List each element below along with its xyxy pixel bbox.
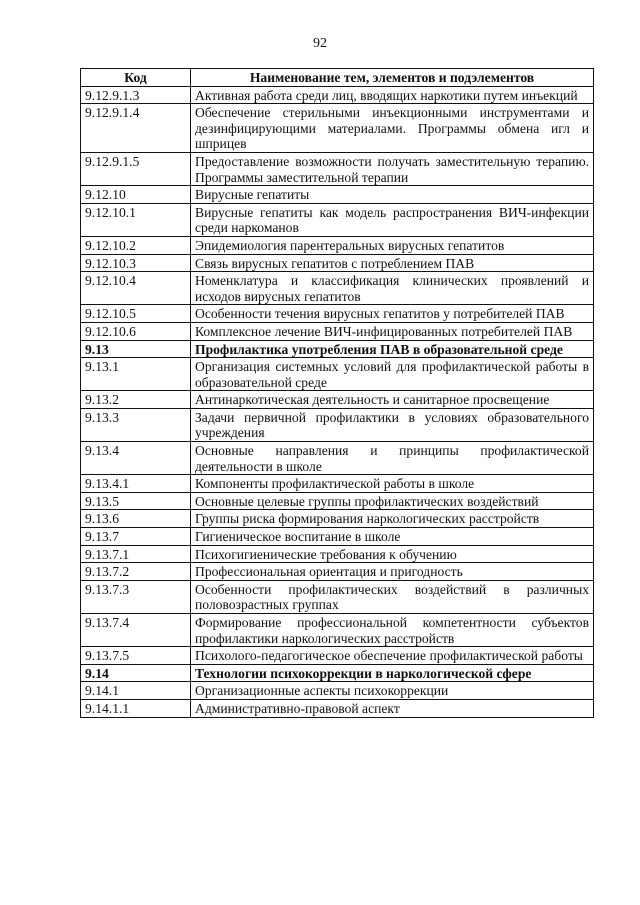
table-row — [81, 358, 594, 391]
row-code: 9.13 — [81, 340, 191, 358]
table-row — [81, 580, 594, 613]
row-code: 9.13.7.5 — [81, 647, 191, 665]
row-code: 9.12.10.3 — [81, 254, 191, 272]
row-code: 9.13.2 — [81, 391, 191, 409]
table-row — [81, 254, 594, 272]
curriculum-table — [80, 68, 594, 718]
table-row — [81, 186, 594, 204]
table-row — [81, 86, 594, 104]
table-row — [81, 322, 594, 340]
row-code: 9.12.10 — [81, 186, 191, 204]
row-code: 9.12.10.6 — [81, 322, 191, 340]
table-row — [81, 664, 594, 682]
row-code: 9.12.9.1.4 — [81, 104, 191, 153]
table-row — [81, 647, 594, 665]
row-name: Активная работа среди лиц, вводящих наркотики путем инъекций — [191, 86, 594, 104]
row-code: 9.14.1 — [81, 682, 191, 700]
row-code: 9.13.7.1 — [81, 545, 191, 563]
table-row — [81, 699, 594, 717]
header-name: Наименование тем, элементов и подэлементов — [191, 69, 594, 87]
row-code: 9.13.7.2 — [81, 563, 191, 581]
row-name: Задачи первичной профилактики в условиях образовательного учреждения — [191, 408, 594, 441]
row-code: 9.12.10.1 — [81, 203, 191, 236]
header-code: Код — [81, 69, 191, 87]
table-row — [81, 203, 594, 236]
row-code: 9.12.10.4 — [81, 272, 191, 305]
table-row — [81, 682, 594, 700]
table-row — [81, 236, 594, 254]
row-name: Особенности профилактических воздействий в различных половозрастных группах — [191, 580, 594, 613]
row-code: 9.14 — [81, 664, 191, 682]
row-name: Административно-правовой аспект — [191, 699, 594, 717]
row-name: Обеспечение стерильными инъекционными инструментами и дезинфицирующими материалами. Программы обмена игл и шприцев — [191, 104, 594, 153]
table-row — [81, 510, 594, 528]
row-name: Связь вирусных гепатитов с потреблением ПАВ — [191, 254, 594, 272]
row-name: Основные целевые группы профилактических воздействий — [191, 492, 594, 510]
row-code: 9.12.10.2 — [81, 236, 191, 254]
row-name: Вирусные гепатиты — [191, 186, 594, 204]
row-name: Эпидемиология парентеральных вирусных гепатитов — [191, 236, 594, 254]
row-code: 9.13.7.4 — [81, 614, 191, 647]
table-row — [81, 340, 594, 358]
row-name: Организационные аспекты психокоррекции — [191, 682, 594, 700]
table-row — [81, 563, 594, 581]
page-number: 92 — [313, 36, 327, 51]
table-row — [81, 475, 594, 493]
row-code: 9.12.10.5 — [81, 305, 191, 323]
table-row — [81, 545, 594, 563]
row-code: 9.13.7.3 — [81, 580, 191, 613]
table-row — [81, 152, 594, 185]
table-header-row — [81, 69, 594, 87]
row-name: Организация системных условий для профилактической работы в образовательной среде — [191, 358, 594, 391]
row-name: Профессиональная ориентация и пригодность — [191, 563, 594, 581]
row-name: Предоставление возможности получать заместительную терапию. Программы заместительной терапии — [191, 152, 594, 185]
table-row — [81, 391, 594, 409]
table-row — [81, 305, 594, 323]
row-code: 9.13.4 — [81, 442, 191, 475]
row-code: 9.13.3 — [81, 408, 191, 441]
table-body — [81, 86, 594, 717]
row-code: 9.13.7 — [81, 528, 191, 546]
table-row — [81, 528, 594, 546]
row-name: Комплексное лечение ВИЧ-инфицированных потребителей ПАВ — [191, 322, 594, 340]
row-name: Формирование профессиональной компетентности субъектов профилактики наркологических расстройств — [191, 614, 594, 647]
table-row — [81, 408, 594, 441]
row-code: 9.13.4.1 — [81, 475, 191, 493]
row-name: Технологии психокоррекции в наркологической сфере — [191, 664, 594, 682]
table-row — [81, 492, 594, 510]
table-row — [81, 272, 594, 305]
row-name: Номенклатура и классификация клинических проявлений и исходов вирусных гепатитов — [191, 272, 594, 305]
row-name: Психогигиенические требования к обучению — [191, 545, 594, 563]
row-name: Вирусные гепатиты как модель распространения ВИЧ-инфекции среди наркоманов — [191, 203, 594, 236]
row-code: 9.13.1 — [81, 358, 191, 391]
row-name: Компоненты профилактической работы в школе — [191, 475, 594, 493]
table-row — [81, 614, 594, 647]
row-name: Профилактика употребления ПАВ в образовательной среде — [191, 340, 594, 358]
row-name: Гигиеническое воспитание в школе — [191, 528, 594, 546]
row-code: 9.14.1.1 — [81, 699, 191, 717]
row-name: Антинаркотическая деятельность и санитарное просвещение — [191, 391, 594, 409]
table-row — [81, 442, 594, 475]
row-code: 9.13.5 — [81, 492, 191, 510]
row-name: Основные направления и принципы профилактической деятельности в школе — [191, 442, 594, 475]
row-code: 9.13.6 — [81, 510, 191, 528]
row-name: Психолого-педагогическое обеспечение профилактической работы — [191, 647, 594, 665]
row-name: Особенности течения вирусных гепатитов у потребителей ПАВ — [191, 305, 594, 323]
row-code: 9.12.9.1.5 — [81, 152, 191, 185]
table-row — [81, 104, 594, 153]
row-code: 9.12.9.1.3 — [81, 86, 191, 104]
row-name: Группы риска формирования наркологических расстройств — [191, 510, 594, 528]
